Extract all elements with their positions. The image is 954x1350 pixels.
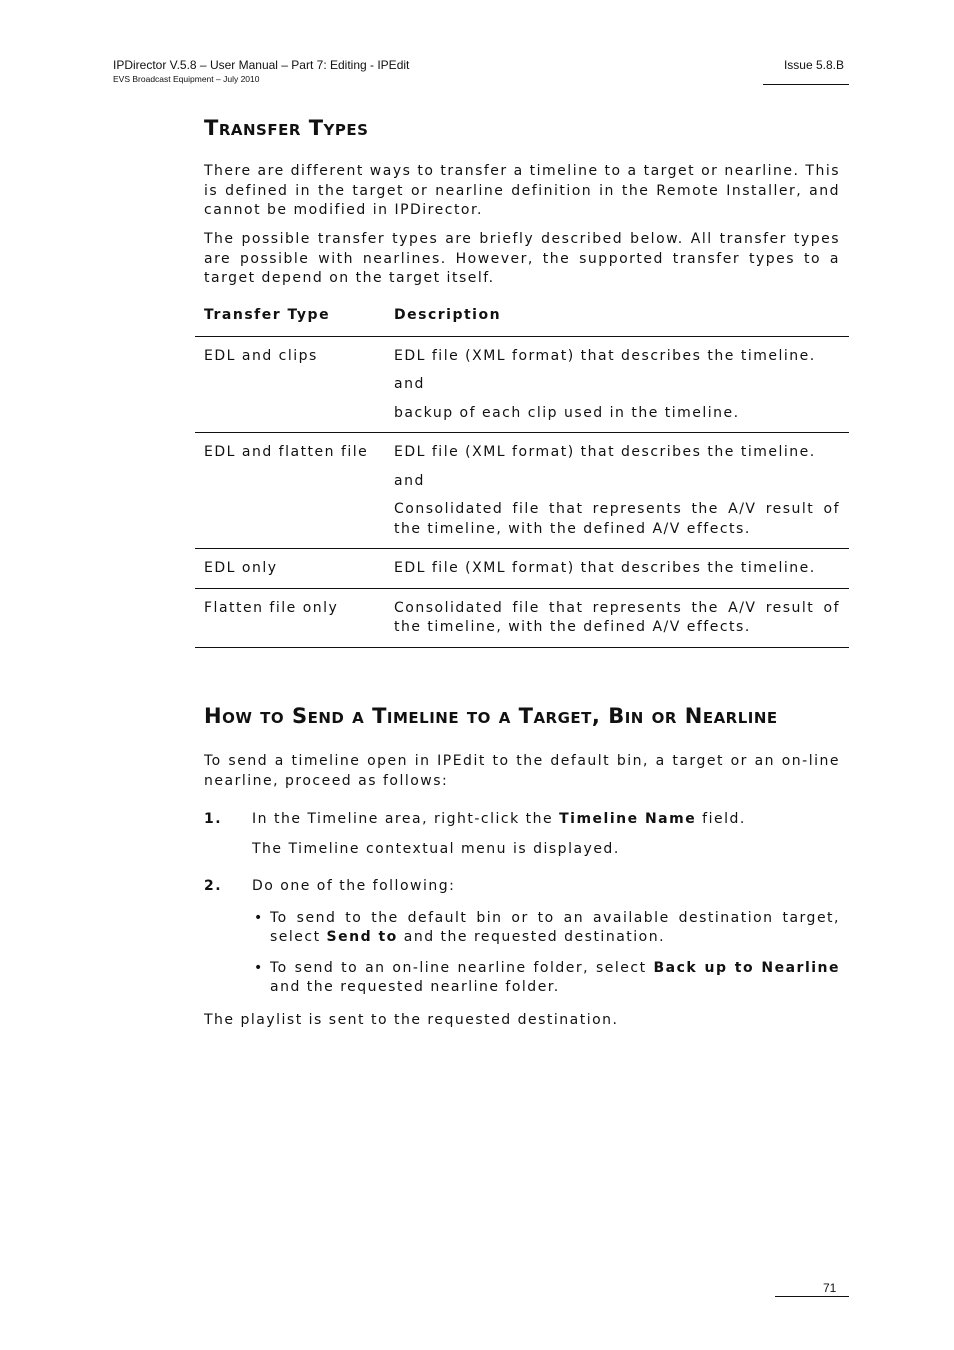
- column-header-description: Description: [385, 302, 849, 336]
- description-cell: [385, 588, 849, 647]
- list-item: • To send to the default bin or to an available destination target, select Send to and the requested destination.: [254, 909, 840, 945]
- paragraph: The possible transfer types are briefly described below. All transfer types are possible with nearlines. However, the supported transfer types to a target depend on the target itself.: [204, 231, 840, 286]
- page-header: [113, 58, 409, 84]
- section-heading-send-timeline: How to Send a Timeline to a Target, Bin or Nearline: [204, 704, 778, 728]
- step-1: [204, 810, 840, 859]
- step-instruction: Do one of the following:: [252, 878, 456, 894]
- description-line: and: [394, 376, 425, 392]
- step-number: 2.: [204, 878, 223, 894]
- ui-term-send-to: Send to: [326, 929, 398, 945]
- description-line: EDL file (XML format) that describes the timeline.: [394, 444, 816, 460]
- transfer-types-table: [195, 302, 849, 648]
- table-row: [195, 336, 849, 433]
- transfer-type-cell: EDL only: [195, 549, 385, 589]
- table-row: [195, 588, 849, 647]
- conclusion-paragraph: The playlist is sent to the requested destination.: [204, 1012, 619, 1028]
- description-line: and: [394, 472, 425, 489]
- table-header-row: [195, 302, 849, 336]
- list-item: • To send to an on-line nearline folder, select Back up to Nearline and the requested nearline folder.: [254, 959, 840, 995]
- header-title: IPDirector V.5.8 – User Manual – Part 7: Editing - IPEdit: [113, 58, 410, 72]
- transfer-type-cell: EDL and flatten file: [195, 433, 385, 549]
- header-rule: [763, 84, 849, 85]
- step-instruction: In the Timeline area, right-click the Timeline Name field.: [252, 811, 746, 827]
- paragraph: To send a timeline open in IPEdit to the default bin, a target or an on-line nearline, proceed as follows:: [204, 753, 840, 789]
- column-header-transfer-type: Transfer Type: [195, 302, 385, 336]
- description-cell: [385, 549, 849, 589]
- table-row: [195, 433, 849, 549]
- description-line: backup of each clip used in the timeline.: [394, 404, 740, 421]
- description-line: Consolidated file that represents the A/V result of the timeline, with the defined A/V effects.: [394, 599, 840, 635]
- step-result: The Timeline contextual menu is displayed.: [252, 840, 620, 857]
- description-cell: [385, 336, 849, 433]
- description-line: EDL file (XML format) that describes the timeline.: [394, 347, 816, 364]
- header-issue: Issue 5.8.B: [783, 58, 844, 72]
- bullet-icon: •: [254, 959, 264, 976]
- ui-term-timeline-name: Timeline Name: [559, 811, 697, 827]
- page-number: 71: [823, 1281, 837, 1295]
- table-row: [195, 549, 849, 589]
- section-heading-transfer-types: Transfer Types: [204, 116, 369, 140]
- description-line: Consolidated file that represents the A/V result of the timeline, with the defined A/V effects.: [394, 501, 840, 537]
- header-subtitle: EVS Broadcast Equipment – July 2010: [113, 74, 260, 84]
- ui-term-back-up-to-nearline: Back up to Nearline: [653, 959, 840, 976]
- description-cell: [385, 433, 849, 549]
- footer-rule: [775, 1296, 849, 1297]
- paragraph: There are different ways to transfer a timeline to a target or nearline. This is defined in the target or nearline definition in the Remote Installer, and cannot be modified in IPDirector.: [204, 163, 840, 218]
- step-number: 1.: [204, 811, 223, 827]
- bullet-icon: •: [254, 909, 264, 926]
- step-2: [204, 877, 840, 998]
- transfer-type-cell: EDL and clips: [195, 336, 385, 433]
- transfer-type-cell: Flatten file only: [195, 588, 385, 647]
- description-line: EDL file (XML format) that describes the timeline.: [394, 560, 816, 576]
